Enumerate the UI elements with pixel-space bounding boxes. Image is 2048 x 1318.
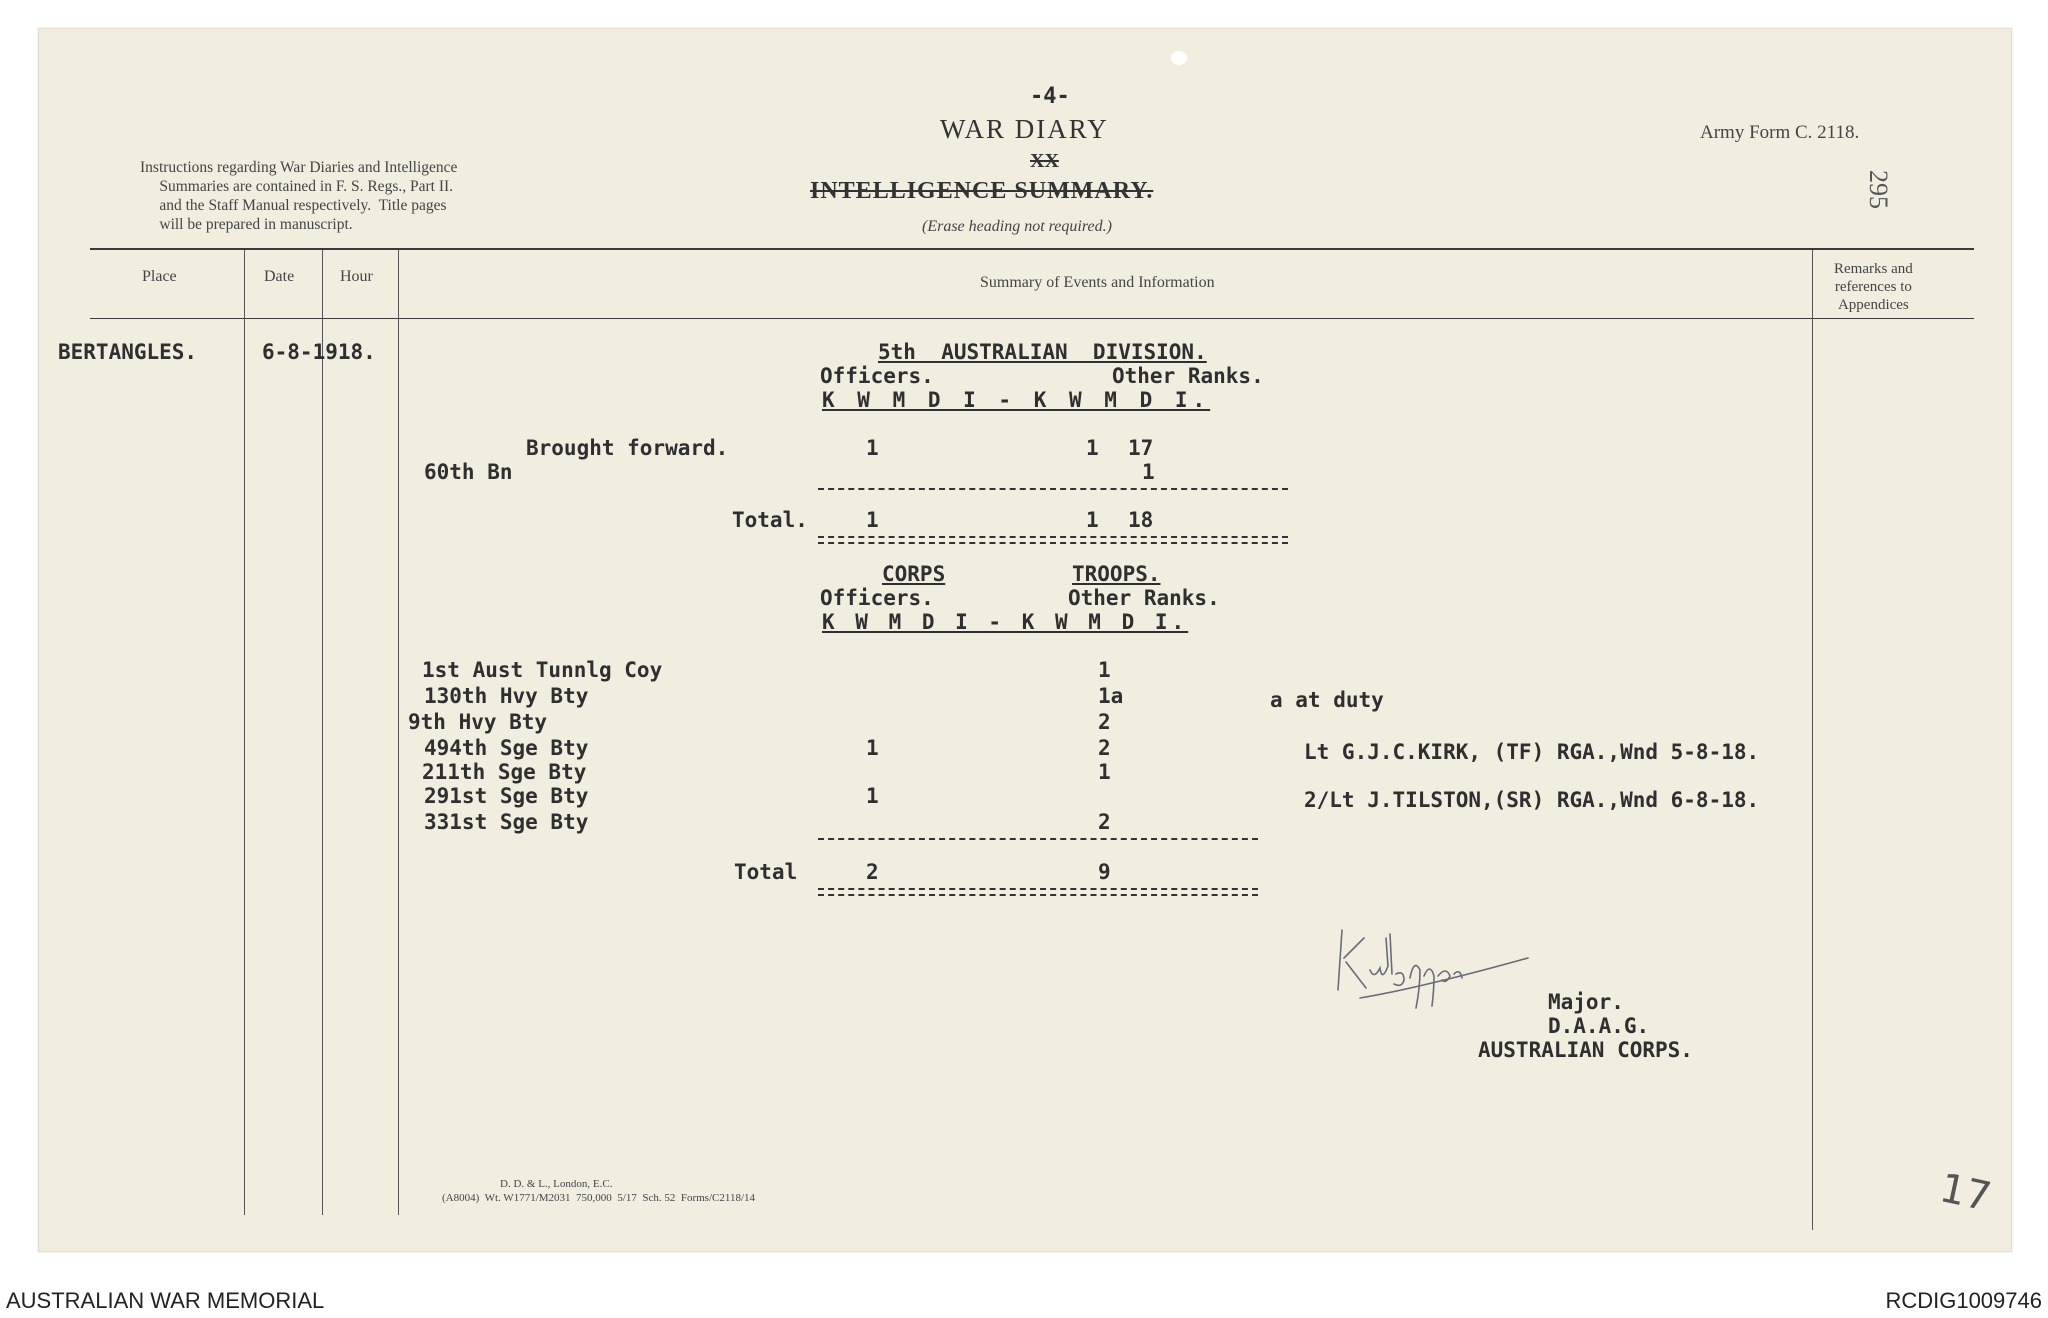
division-total-or-a: 1 [1086, 508, 1099, 532]
signatory-appointment: D.A.A.G. [1548, 1014, 1650, 1038]
table-top-rule [90, 248, 1974, 250]
corps-other-ranks-head: Other Ranks. [1068, 586, 1220, 610]
instructions: Instructions regarding War Diaries and Intelligence Summaries are contained in F. S. Regs., Part II. and the Staff Manual respectively. Title pages will be prepared in manuscript. [140, 159, 458, 233]
form-title: WAR DIARY [940, 114, 1109, 144]
corps-row-remark: Lt G.J.C.KIRK, (TF) RGA.,Wnd 5-8-18. [1304, 740, 1760, 764]
pencil-margin-mark: 17 [1935, 1165, 1996, 1221]
corps-row-label: 494th Sge Bty [424, 736, 589, 760]
printer-imprint-line1: D. D. & L., London, E.C. [500, 1178, 613, 1190]
division-total-rule-1 [818, 536, 1288, 538]
hour-column-rule [398, 250, 399, 1215]
corps-row-label: 331st Sge Bty [424, 810, 589, 834]
signatory-formation: AUSTRALIAN CORPS. [1478, 1038, 1693, 1062]
page-number: -4- [1030, 84, 1070, 109]
date-column-rule [322, 250, 323, 1215]
corps-total-other-ranks: 9 [1098, 860, 1111, 884]
corps-total-officers: 2 [866, 860, 879, 884]
corps-total-label: Total [734, 860, 798, 884]
corps-row-remark: a at duty [1270, 688, 1384, 712]
corps-casualty-columns: K W M D I - K W M D I. [822, 610, 1189, 634]
corps-row-other-ranks: 1 [1098, 658, 1111, 682]
printer-imprint-line2: (A8004) Wt. W1771/M2031 750,000 5/17 Sch. 52 Forms/C2118/14 [442, 1192, 755, 1204]
army-form-number: Army Form C. 2118. [1700, 122, 1860, 143]
division-row-or-b: 17 [1128, 436, 1154, 460]
corps-row-other-ranks: 2 [1098, 710, 1111, 734]
division-officers-head: Officers. [820, 364, 934, 388]
footer-source: AUSTRALIAN WAR MEMORIAL [6, 1288, 325, 1313]
corps-subtotal-rule [818, 838, 1258, 840]
remarks-column-rule [1812, 250, 1813, 1230]
corps-row-label: 291st Sge Bty [424, 784, 589, 808]
corps-row-other-ranks: 2 [1098, 810, 1111, 834]
corps-officers-head: Officers. [820, 586, 934, 610]
division-casualty-columns: K W M D I - K W M D I. [822, 388, 1211, 412]
division-row-or-b: 1 [1142, 460, 1155, 484]
col-place: Place [142, 268, 177, 285]
entry-date: 6-8-1918. [262, 340, 376, 364]
corps-row-other-ranks: 2 [1098, 736, 1111, 760]
corps-total-rule-2 [818, 894, 1258, 896]
struck-or: XX [1030, 150, 1059, 172]
division-row-officers: 1 [866, 436, 879, 460]
footer-record-id: RCDIG1009746 [1885, 1288, 2042, 1313]
division-total-rule-2 [818, 542, 1288, 544]
corps-row-remark: 2/Lt J.TILSTON,(SR) RGA.,Wnd 6-8-18. [1304, 788, 1760, 812]
corps-total-rule-1 [818, 888, 1258, 890]
corps-heading-a: CORPS [882, 562, 946, 586]
handwritten-signature [1330, 918, 1540, 1018]
col-remarks: Remarks and references to Appendices [1834, 261, 1913, 313]
corps-row-officers: 1 [866, 784, 879, 808]
folio-number: 295 [1864, 170, 1893, 209]
corps-row-label: 130th Hvy Bty [424, 684, 589, 708]
division-total-label: Total. [732, 508, 808, 532]
division-other-ranks-head: Other Ranks. [1112, 364, 1264, 388]
table-header-rule [90, 318, 1974, 319]
division-heading: 5th AUSTRALIAN DIVISION. [878, 340, 1207, 364]
division-subtotal-rule [818, 488, 1288, 490]
erase-note: (Erase heading not required.) [922, 218, 1112, 235]
division-row-label: 60th Bn [424, 460, 513, 484]
place-column-rule [244, 250, 245, 1215]
signatory-rank: Major. [1548, 990, 1624, 1014]
corps-row-label: 9th Hvy Bty [408, 710, 548, 734]
corps-row-label: 211th Sge Bty [422, 760, 587, 784]
corps-row-officers: 1 [866, 736, 879, 760]
corps-row-label: 1st Aust Tunnlg Coy [422, 658, 663, 682]
col-summary: Summary of Events and Information [980, 274, 1215, 291]
entry-place: BERTANGLES. [58, 340, 198, 364]
struck-intelligence-summary: INTELLIGENCE SUMMARY. [810, 178, 1154, 204]
division-total-or-b: 18 [1128, 508, 1154, 532]
division-total-officers: 1 [866, 508, 879, 532]
col-hour: Hour [340, 268, 373, 285]
corps-heading-b: TROOPS. [1072, 562, 1161, 586]
col-date: Date [264, 268, 295, 285]
corps-row-other-ranks: 1a [1098, 684, 1124, 708]
division-row-label: Brought forward. [526, 436, 729, 460]
corps-row-other-ranks: 1 [1098, 760, 1111, 784]
punch-hole [1171, 51, 1187, 65]
division-row-or-a: 1 [1086, 436, 1099, 460]
